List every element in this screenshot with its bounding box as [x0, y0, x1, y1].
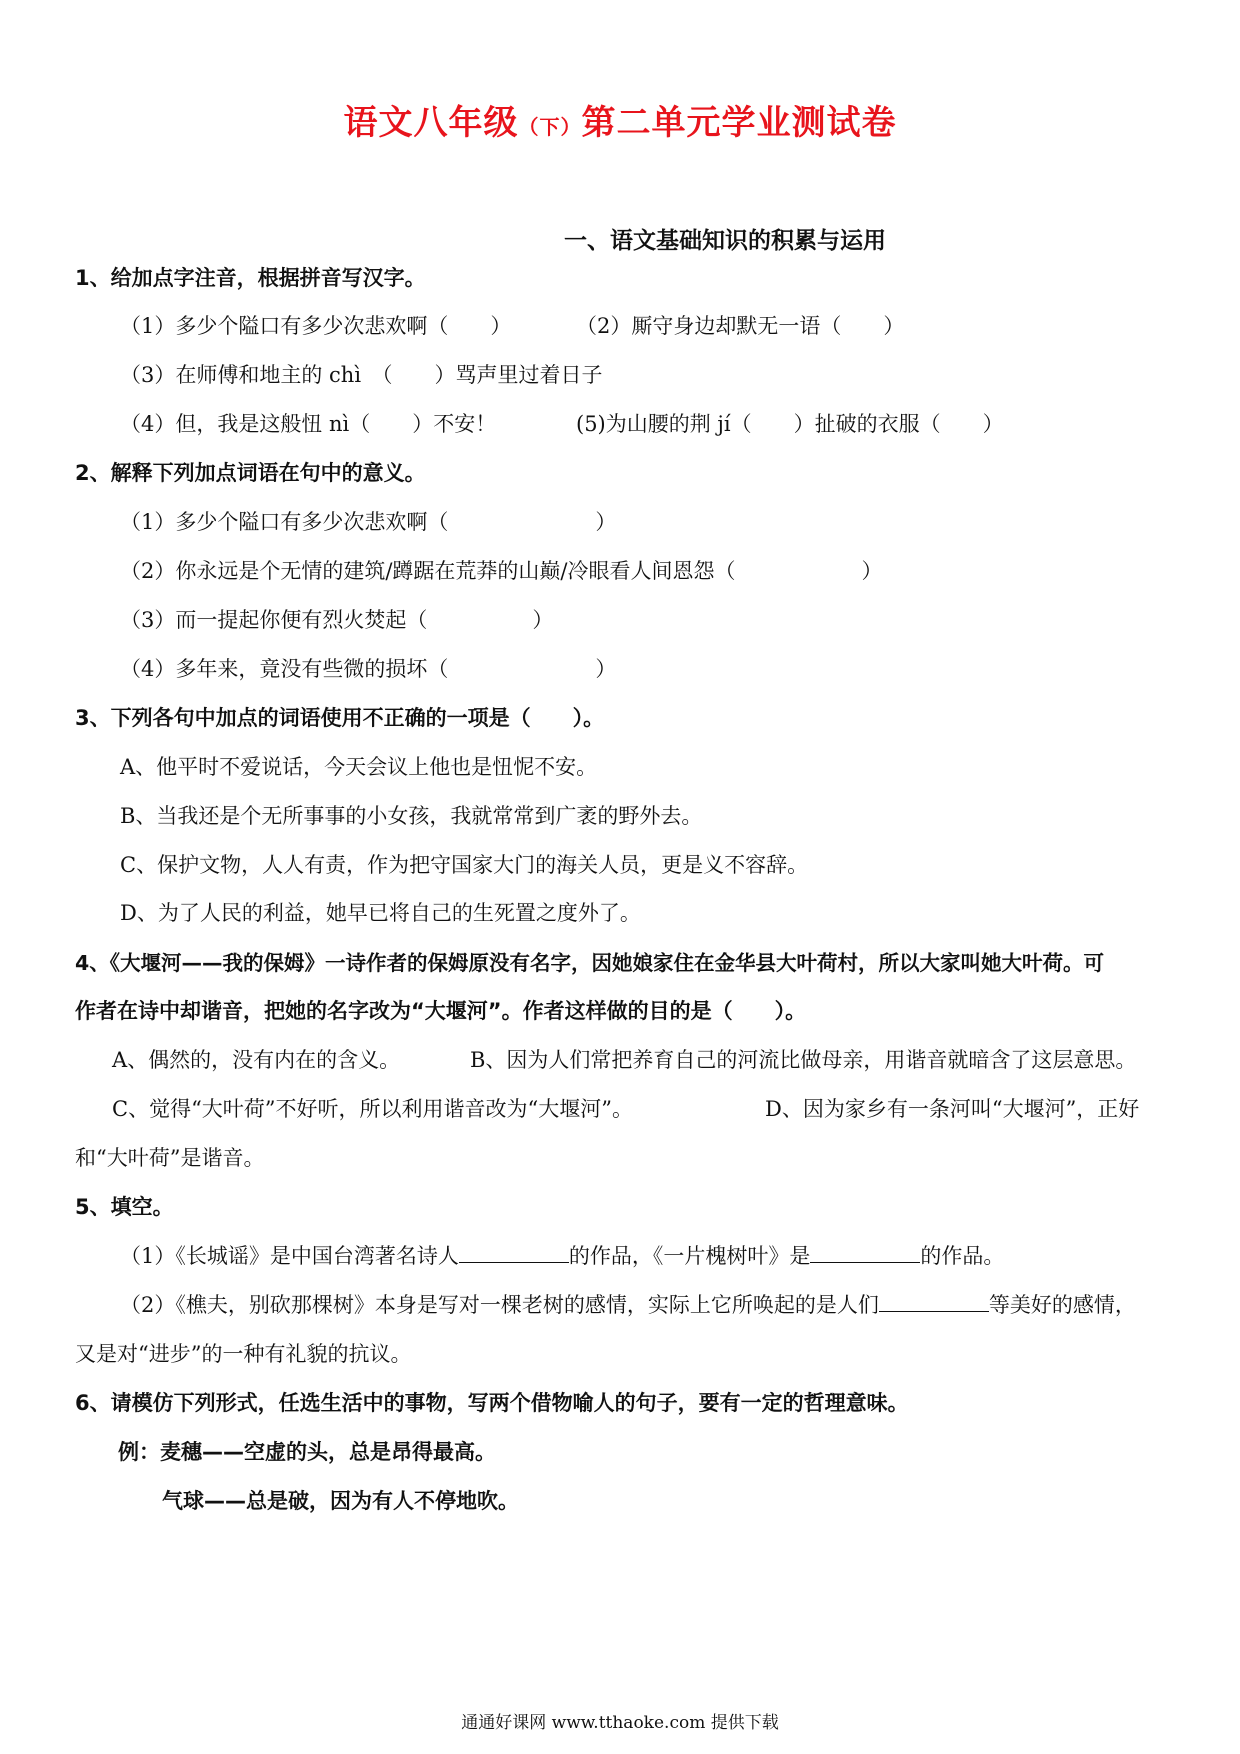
q2-item-1: （1）多少个隘口有多少次悲欢啊（ ）: [120, 510, 617, 534]
answer-blank-3[interactable]: [879, 1310, 989, 1312]
q1-item-4: （4）但，我是这般忸 nì（ ）不安！: [120, 412, 497, 436]
q5-line-1-part-c: 的作品。: [920, 1244, 1005, 1268]
q4-option-b: B、因为人们常把养育自己的河流比做母亲，用谐音就暗含了这层意思。: [470, 1048, 1137, 1072]
q3-option-b: B、当我还是个无所事事的小女孩，我就常常到广袤的野外去。: [120, 804, 703, 828]
section-heading: 一、语文基础知识的积累与运用: [564, 228, 886, 254]
page-footer: 通通好课网 www.tthaoke.com 提供下载: [461, 1713, 779, 1733]
title-main: 语文八年级: [343, 103, 519, 143]
q5-line-1-part-a: （1）《长城谣》是中国台湾著名诗人: [120, 1244, 459, 1268]
q1-item-1: （1）多少个隘口有多少次悲欢啊（ ）: [120, 314, 512, 338]
q3-option-c: C、保护文物，人人有责，作为把守国家大门的海关人员，更是义不容辞。: [120, 853, 809, 877]
q3-option-a: A、他平时不爱说话，今天会议上他也是忸怩不安。: [120, 755, 598, 779]
q1-stem: 1、给加点字注音，根据拼音写汉字。: [75, 266, 426, 290]
answer-blank-1[interactable]: [459, 1261, 569, 1263]
q1-item-3: （3）在师傅和地主的 chì （ ）骂声里过着日子: [120, 363, 603, 387]
q1-item-5: (5)为山腰的荆 jí（ ）扯破的衣服（ ）: [576, 412, 1004, 436]
q5-line-1: [120, 1240, 1004, 1270]
q5-line-1-part-b: 的作品，《一片槐树叶》是: [568, 1244, 811, 1268]
title-unit: 第二单元学业测试卷: [581, 103, 897, 143]
q4-stem-line-1: 4、《大堰河——我的保姆》一诗作者的保姆原没有名字，因她娘家住在金华县大叶荷村，所以大家叫她大叶荷。可: [75, 951, 1105, 975]
q1-item-2: （2）厮守身边却默无一语（ ）: [576, 314, 905, 338]
q4-option-d-continued: 和“大叶荷”是谐音。: [75, 1146, 265, 1170]
q5-line-3: 又是对“进步”的一种有礼貌的抗议。: [75, 1342, 412, 1366]
q2-stem: 2、解释下列加点词语在句中的意义。: [75, 461, 426, 485]
answer-blank-2[interactable]: [810, 1261, 920, 1263]
q4-stem-line-2: 作者在诗中却谐音，把她的名字改为“大堰河”。作者这样做的目的是（ ）。: [75, 999, 807, 1023]
document-title: [0, 95, 1240, 144]
q4-option-c: C、觉得“大叶荷”不好听，所以利用谐音改为“大堰河”。: [112, 1097, 634, 1121]
title-grade-note: （下）: [518, 115, 582, 139]
q2-item-3: （3）而一提起你便有烈火焚起（ ）: [120, 608, 554, 632]
q3-stem: 3、下列各句中加点的词语使用不正确的一项是（ ）。: [75, 706, 605, 730]
q5-line-2-part-a: （2）《樵夫，别砍那棵树》本身是写对一棵老树的感情，实际上它所唤起的是人们: [120, 1293, 879, 1317]
q4-option-d: D、因为家乡有一条河叫“大堰河”，正好: [765, 1097, 1140, 1121]
q6-stem: 6、请模仿下列形式，任选生活中的事物，写两个借物喻人的句子，要有一定的哲理意味。: [75, 1391, 909, 1415]
q5-stem: 5、填空。: [75, 1195, 174, 1219]
q2-item-4: （4）多年来，竟没有些微的损坏（ ）: [120, 657, 617, 681]
q5-line-2-part-b: 等美好的感情，: [988, 1293, 1136, 1317]
q6-example-1: 例：麦穗——空虚的头，总是昂得最高。: [118, 1440, 496, 1464]
q6-example-2: 气球——总是破，因为有人不停地吹。: [162, 1489, 519, 1513]
q5-line-2: [120, 1289, 1136, 1319]
q3-option-d: D、为了人民的利益，她早已将自己的生死置之度外了。: [120, 901, 641, 925]
q4-option-a: A、偶然的，没有内在的含义。: [112, 1048, 401, 1072]
q2-item-2: （2）你永远是个无情的建筑/蹲踞在荒莽的山巅/冷眼看人间恩怨（ ）: [120, 559, 883, 583]
